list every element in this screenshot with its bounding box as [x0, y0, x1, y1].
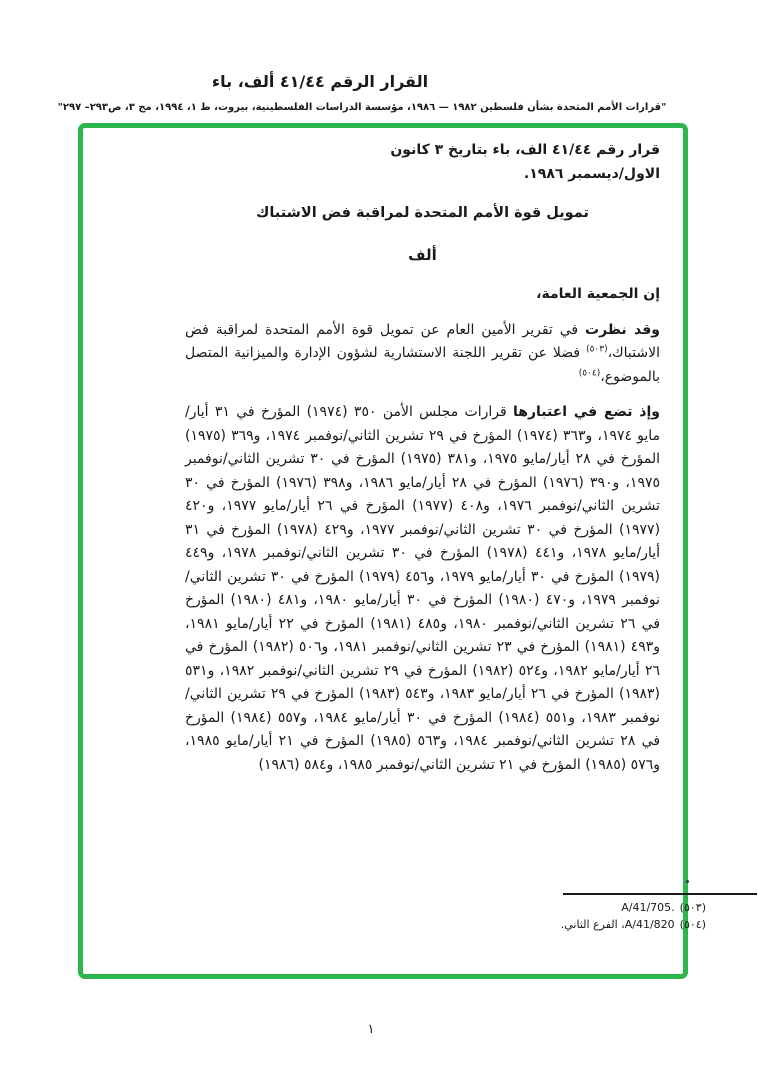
paragraph-text: قرارات مجلس الأمن ٣٥٠ (١٩٧٤) المؤرخ في ٣١ أيار/مايو ١٩٧٤، و٣٦٣ (١٩٧٤) المؤرخ في ٢٩ تشرين الثاني/نوفمبر ١٩٧٤، و٣٦٩ (١٩٧٥) المؤرخ في ٢٨ أيار/مايو ١٩٧٥، و٣٨١ (١٩٧٥) المؤرخ في ٣٠ تشرين الثاني/نوفمبر ١٩٧٥، و٣٩٠ (١٩٧٦) المؤرخ في ٢٨ أيار/مايو ١٩٨٦، و٣٩٨ (١٩٧٦) المؤرخ في ٣٠ تشرين الثاني/نوفمبر ١٩٧٦، و٤٠٨ (١٩٧٧) المؤرخ في ٢٦ أيار/مايو ١٩٧٧، و٤٢٠ (١٩٧٧) المؤرخ في ٣٠ تشرين الثاني/نوفمبر ١٩٧٧، و٤٢٩ (١٩٧٨) المؤرخ في ٣١ أيار/مايو ١٩٧٨، و٤٤١ (١٩٧٨) المؤرخ في ٣٠ تشرين الثاني/نوفمبر ١٩٧٨، و٤٤٩ (١٩٧٩) المؤرخ في ٣٠ أيار/مايو ١٩٧٩، و٤٥٦ (١٩٧٩) المؤرخ في ٣٠ تشرين الثاني/نوفمبر ١٩٧٩، و٤٧٠ (١٩٨٠) المؤرخ في ٣٠ أيار/مايو ١٩٨٠، و٤٨١ (١٩٨٠) المؤرخ في ٢٦ تشرين الثاني/نوفمبر ١٩٨٠، و٤٨٥ (١٩٨١) المؤرخ في ٢٢ أيار/مايو ١٩٨١، و٤٩٣ (١٩٨١) المؤرخ في ٢٣ تشرين الثاني/نوفمبر ١٩٨١، و٥٠٦ (١٩٨٢) المؤرخ في ٢٦ أيار/مايو ١٩٨٢، و٥٢٤ (١٩٨٢) المؤرخ في ٢٩ تشرين الثاني/نوفمبر ١٩٨٢، و٥٣١ (١٩٨٣) المؤرخ في ٢٦ أيار/مايو ١٩٨٣، و٥٤٣ (١٩٨٣) المؤرخ في ٢٩ تشرين الثاني/نوفمبر ١٩٨٣، و٥٥١ (١٩٨٤) المؤرخ في ٣٠ أيار/مايو ١٩٨٤، و٥٥٧ (١٩٨٤) المؤرخ في ٢٨ تشرين الثاني/نوفمبر ١٩٨٤، و٥٦٣ (١٩٨٥) المؤرخ في ٢١ أيار/مايو ١٩٨٥، و٥٧٦ (١٩٨٥) المؤرخ في ٢١ تشرين الثاني/نوفمبر ١٩٨٥، و٥٨٤ (١٩٨٦)	[185, 404, 661, 773]
footnote-separator-rule	[563, 893, 757, 895]
paragraph-bearing-in-mind	[185, 401, 660, 777]
footnote-document-ref: A/41/705.	[621, 901, 675, 914]
paragraph-text: فضلا عن تقرير اللجنة الاستشارية لشؤون الإدارة والميزانية المتصل بالموضوع،	[185, 345, 660, 385]
stray-ink-mark	[686, 880, 689, 883]
source-citation: "قرارات الأمم المتحدة بشأن فلسطين ١٩٨٢ — ١٩٨٦، مؤسسة الدراسات الفلسطينية، بيروت، ط ١، ١٩٩٤، مج ٣، ص٢٩٣– ٢٩٧"	[57, 102, 667, 113]
paragraph-having-considered	[185, 319, 660, 390]
paragraph-lead: وإذ تضع في اعتبارها	[513, 404, 660, 420]
paragraph-text: في تقرير الأمين العام عن تمويل قوة الأمم المتحدة لمراقبة فض الاشتباك،	[185, 321, 660, 361]
page-title: القرار الرقم ٤١/٤٤ ألف، باء	[211, 72, 429, 91]
footnote-tail: ، الفرع الثاني.	[560, 918, 625, 931]
paragraph-lead: وقد نظرت	[585, 321, 660, 338]
footnote-marker-503: (٥٠٣)	[586, 344, 608, 355]
resolution-body	[185, 139, 660, 789]
footnote-marker-504: (٥٠٤)	[578, 367, 601, 378]
footnotes-block	[456, 899, 706, 933]
footnote-number: (٥٠٣)	[679, 901, 706, 914]
page-number: ١	[367, 1022, 375, 1037]
footnote-document-ref: A/41/820	[624, 918, 675, 931]
footnote-503	[456, 899, 706, 916]
footnote-504	[456, 916, 706, 933]
section-label-alif: ألف	[408, 245, 437, 264]
footnote-number: (٥٠٤)	[679, 918, 706, 931]
opening-clause: إن الجمعية العامة،	[536, 286, 660, 302]
resolution-subject-heading: تمويل قوة الأمم المتحدة لمراقبة فض الاشتباك	[256, 205, 589, 221]
resolution-number-line: قرار رقم ٤١/٤٤ الف، باء بتاريخ ٣ كانون الاول/ديسمبر ١٩٨٦.	[390, 142, 660, 182]
